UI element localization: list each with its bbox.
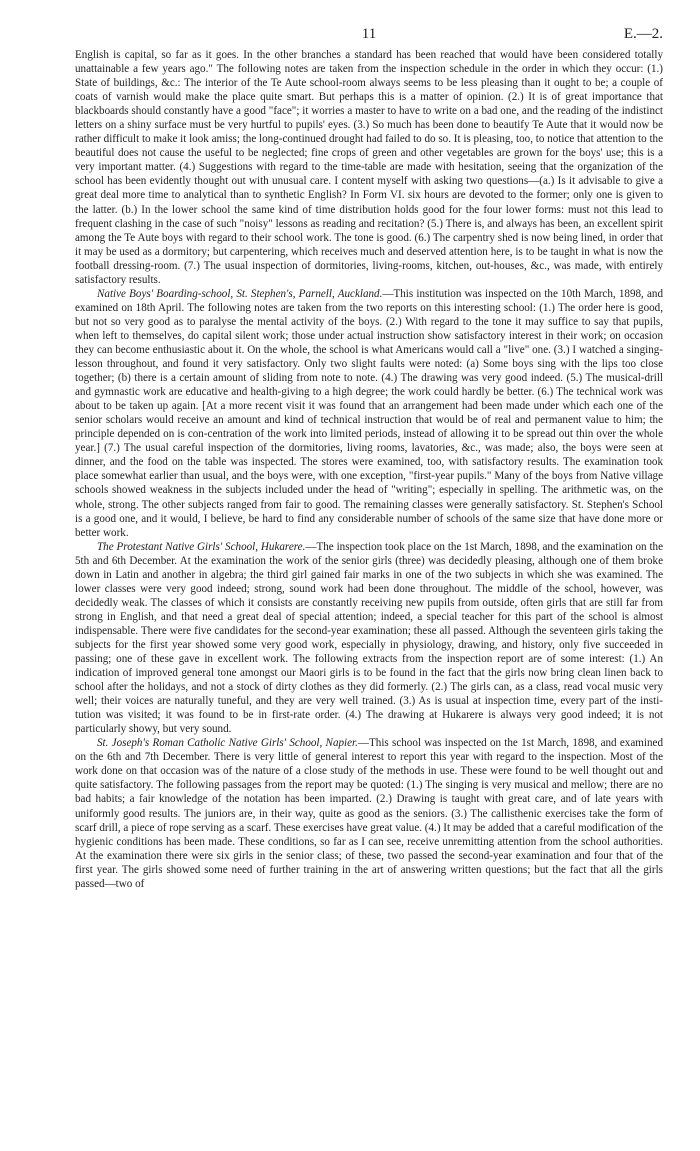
paragraph-text: English is capital, so far as it goes. In the other branches a standard has been reached that would have been considered totally unattainable a few years ago." The following notes are taken from the inspection schedule in the order in which they occur: (1.) State of buildings, &c.: The interior of the Te Aute school-room always seems to be less pleasing than it ought to be; a couple of coats of varnish would make the place quite smart. But perhaps this is a matter of opinion. (2.) It is of great importance that blackboards should constantly have a good "face"; it worries a master to have to write on a bad one, and the reading of the indistinct letters on a shiny surface must be very hurtful to pupils' eyes. (3.) So much has been done to beautify Te Aute that it would now be rather difficult to make it look amiss; the long-continued drought had failed to do so. It is pleasing, too, to notice that attention to the beautiful does not cause the useful to be neglected; fine crops of green and other vegetables are grown for the boys' use; this is a very important matter. (4.) Suggestions with regard to the time-table are made with hesitation, seeing that the organization of the school has been evidently thought out with unusual care. I content myself with asking two questions—(a.) Is it advisable to give a great deal more time to analytical than to synthetic English? In Form VI. six hours are devoted to the former; only one is given to the latter. (b.) In the lower school the same kind of time distribution holds good for the four lower forms: must not this lead to frequent clashing in the case of such "noisy" lessons as reading and recitation? (5.) There is, and always has been, an excellent spirit among the Te Aute boys with regard to their school work. The tone is good. (6.) The carpentry shed is now being lined, in order that it may be used as a dormitory; but carpentering, which receives much and deserved attention here, is to be taught in what is now the football dressing-room. (7.) The usual inspection of dormitories, living-rooms, kitchen, out-houses, &c., was made, with entirely satisfactory results. bbox=[75, 49, 663, 286]
paragraph-text: —This school was inspected on the 1st March, 1898, and examined on the 6th and 7th December. There is very little of general interest to report this year with regard to the inspection. Most of the work done on that occasion was of the nature of a close study of the methods in use. These were found to be well thought out and quite satisfactory. The following passages from the report may be quoted: (1.) The singing is very musical and mellow; there are no bad habits; a fair knowledge of the notation has been imparted. (2.) Drawing is taught with great care, and of late years with uniformly good results. The juniors are, in their way, quite as good as the seniors. (3.) The callisthenic exercises take the form of scarf drill, a piece of rope serving as a scarf. These exercises have great value. (4.) It may be added that a careful modification of the hygienic conditions has been made. These conditions, so far as I can see, receive unremitting attention from the school authorities. At the examination there were six girls in the senior class; of these, two passed the second-year examination and four that of the first year. The girls showed some need of further training in the art of answering written questions; but the fact that all the girls passed—two of bbox=[75, 737, 663, 890]
body-text bbox=[75, 48, 663, 891]
paragraph-text: —This institution was inspected on the 10th March, 1898, and examined on 18th April. The following notes are taken from the two reports on this interesting school: (1.) The order here is good, but not so very good as to paralyse the mental activity of the boys. (2.) With regard to the tone it may suffice to say that pupils, when left to themselves, do capital silent work; those under actual instruction show satisfactory interest in their work; on occasion they can become enthusiastic about it. On the whole, the school is what Americans would call a "live" one. (3.) I watched a singing-lesson throughout, and found it very satisfactory. Only two slight faults were noted: (a) Some boys sing with the lips too close together; (b) there is a certain amount of sliding from note to note. (4.) The drawing was very good indeed. (5.) The musical-drill and gymnastic work are educative and health-giving to a high degree; the work could hardly be better. (6.) The technical work was about to be taken up again. [At a more recent visit it was found that an arrangement had been made under which each one of the senior scholars would receive an amount and kind of technical instruction that would be of real and permanent value to him; the principle depended on is con-centration of the work into limited periods, instead of allowing it to be spread out thin over the whole year.] (7.) The usual careful inspection of the dormitories, living rooms, lavatories, &c., was made; also, the boys were seen at dinner, and the food on the table was inspected. The stores were examined, too, with satisfactory results. The examination took place somewhat earlier than usual, and the boys were, with one exception, "first-year pupils." Many of the boys from Native village schools showed weakness in the subjects included under the head of "writing"; especially in spelling. The arithmetic was, on the whole, strong. The other subjects ranged from fair to good. The remaining classes were generally satisfactory. St. Stephen's School is a good one, and it would, I believe, be hard to find any considerable number of schools of the same size that have done more or better work. bbox=[75, 287, 664, 539]
section-heading: The Protestant Native Girls' School, Hukarere. bbox=[97, 540, 306, 553]
paragraph-st-stephens bbox=[75, 287, 663, 540]
page-number: 11 bbox=[361, 26, 377, 42]
paragraph-hukarere bbox=[75, 540, 663, 737]
page-reference: E.—2. bbox=[623, 26, 663, 42]
paragraph-te-aute bbox=[75, 48, 663, 287]
section-heading: St. Joseph's Roman Catholic Native Girls' School, Napier. bbox=[97, 737, 358, 750]
paragraph-st-josephs bbox=[75, 736, 663, 891]
paragraph-text: —The inspection took place on the 1st March, 1898, and the examination on the 5th and 6th December. At the examination the work of the senior girls (three) was decidedly pleasing, although one of them broke down in Latin and another in algebra; the third girl gained fair marks in one of the two subjects in which she was examined. The lower classes were very good indeed; strong, sound work had been done throughout. The middle of the school, however, was decidedly weak. The classes of which it consists are constantly receiving new pupils from outside, often girls that are still far from strong in English, and that need a great deal of special attention; indeed, a special teacher for this part of the school is almost indispensable. There were five candidates for the second-year examination; these all passed. Although the seventeen girls taking the subjects for the first year showed some very good work, especially in physiology, drawing, and history, only five succeeded in passing; one of these gave in excellent work. The following extracts from the inspection report are of some interest: (1.) An indication of improved general tone amongst our Maori girls is to be found in the fact that the girls now bring clean linen back to school after the holidays, and not a stock of dirty clothes as they did formerly. (2.) The girls can, as a class, read vocal music very well; their voices are naturally tuneful, and they are very well trained. (3.) As is usual at inspection time, every part of the insti-tution was visited; it was found to be in first-rate order. (4.) The drawing at Hukarere is always very good indeed; it is not particularly showy, but very sound. bbox=[75, 540, 664, 736]
page-header bbox=[75, 26, 663, 48]
section-heading: Native Boys' Boarding-school, St. Stephen's, Parnell, Auckland. bbox=[97, 287, 383, 300]
